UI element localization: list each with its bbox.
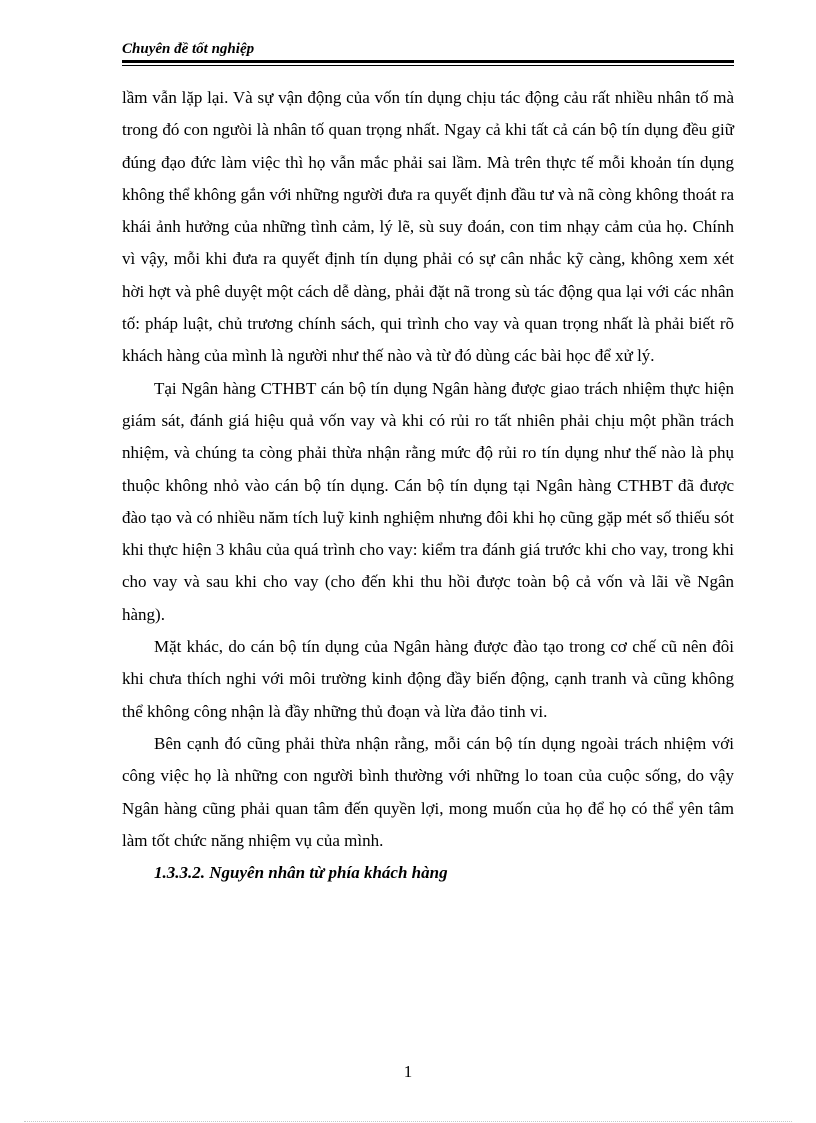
header-rule-thin (122, 65, 734, 66)
paragraph-continuation: lầm vẫn lặp lại. Và sự vận động của vốn tín dụng chịu tác động cảu rất nhiều nhân tố mà trong đó con ngưòi là nhân tố quan trọng nhất. Ngay cả khi tất cả cán bộ tín dụng đều giữ đúng đạo đức làm việc thì họ vẫn mắc phải sai lầm. Mà trên thực tế mỗi khoản tín dụng không thể không gắn với những người đưa ra quyết định đầu tư và nã còng không thoát ra khái ảnh hưởng của những tình cảm, lý lẽ, sù suy đoán, con tim nhạy cảm của họ. Chính vì vậy, mỗi khi đưa ra quyết định tín dụng phải có sự cân nhắc kỹ càng, không xem xét hời hợt và phê duyệt một cách dễ dàng, phải đặt nã trong sù tác động qua lại với các nhân tố: pháp luật, chủ trương chính sách, qui trình cho vay và quan trọng nhất là phải biết rõ khách hàng của mình là người như thế nào và từ đó dùng các bài học để xử lý. (122, 88, 734, 366)
header-rule-thick (122, 60, 734, 63)
document-body (122, 82, 734, 889)
paragraph-personal-interests: Bên cạnh đó cũng phải thừa nhận rằng, mỗi cán bộ tín dụng ngoài trách nhiệm với công việc họ là những con người bình thường với những lo toan của cuộc sống, do vậy Ngân hàng cũng phải quan tâm đến quyền lợi, mong muốn của họ để họ có thể yên tâm làm tốt chức năng nhiệm vụ của mình. (122, 733, 734, 850)
section-heading: 1.3.3.2. Nguyên nhân từ phía khách hàng (154, 863, 448, 883)
page-bottom-divider (24, 1121, 792, 1122)
page-number: 1 (403, 1062, 413, 1081)
page-header (122, 40, 734, 58)
paragraph-bank-credit-officers: Tại Ngân hàng CTHBT cán bộ tín dụng Ngân hàng được giao trách nhiệm thực hiện giám sát, đánh giá hiệu quả vốn vay và khi có rủi ro tất nhiên phải chịu một phần trách nhiệm, và chúng ta còng phải thừa nhận rằng mức độ rủi ro tín dụng như thế nào là phụ thuộc không nhỏ vào cán bộ tín dụng. Cán bộ tín dụng tại Ngân hàng CTHBT đã được đào tạo và có nhiều năm tích luỹ kinh nghiệm nhưng đôi khi họ cũng gặp mét số thiếu sót khi thực hiện 3 khâu của quá trình cho vay: kiểm tra đánh giá trước khi cho vay, trong khi cho vay và sau khi cho vay (cho đến khi thu hồi được toàn bộ cả vốn và lãi về Ngân hàng). (122, 378, 734, 624)
paragraph-training-mechanism: Mặt khác, do cán bộ tín dụng của Ngân hàng được đào tạo trong cơ chế cũ nên đôi khi chưa thích nghi với môi trường kinh động đầy biến động, cạnh tranh và cũng không thể không công nhận là đầy những thủ đoạn và lừa đảo tinh vi. (122, 637, 734, 721)
header-title: Chuyên đề tốt nghiệp (122, 41, 255, 57)
